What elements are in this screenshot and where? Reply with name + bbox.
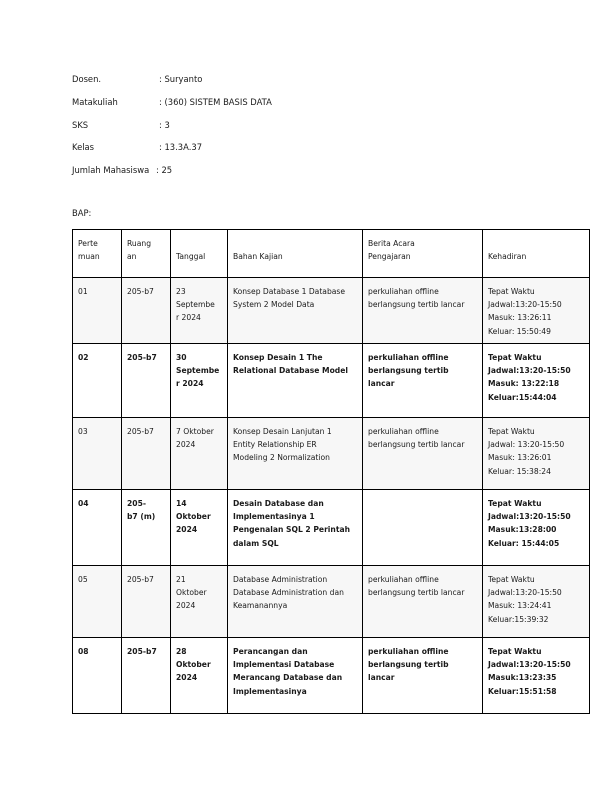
table-row	[73, 638, 590, 714]
sks-label: SKS	[72, 120, 89, 130]
table-row	[73, 418, 590, 490]
cell-berita: perkuliahan offline berlangsung tertib lancar	[363, 638, 483, 714]
cell-tanggal: 7 Oktober 2024	[171, 418, 228, 490]
cell-kehadiran: Tepat Waktu Jadwal:13:20-15:50 Masuk: 13:26:11 Keluar: 15:50:49	[483, 278, 590, 344]
cell-pertemuan: 02	[73, 344, 122, 418]
cell-berita: perkuliahan offline berlangsung tertib lancar	[363, 278, 483, 344]
cell-kehadiran: Tepat Waktu Jadwal:13:20-15:50 Masuk:13:28:00 Keluar: 15:44:05	[483, 490, 590, 566]
table-row	[73, 344, 590, 418]
table-row	[73, 490, 590, 566]
dosen-value: : Suryanto	[159, 74, 203, 84]
header-tanggal: Tanggal	[171, 230, 228, 278]
cell-ruangan: 205- b7 (m)	[122, 490, 171, 566]
cell-kehadiran: Tepat Waktu Jadwal: 13:20-15:50 Masuk: 13:26:01 Keluar: 15:38:24	[483, 418, 590, 490]
cell-bahan: Konsep Database 1 Database System 2 Model Data	[228, 278, 363, 344]
cell-ruangan: 205-b7	[122, 566, 171, 638]
cell-tanggal: 21 Oktober 2024	[171, 566, 228, 638]
cell-pertemuan: 08	[73, 638, 122, 714]
bap-table	[72, 229, 590, 714]
cell-tanggal: 14 Oktober 2024	[171, 490, 228, 566]
header-bahan: Bahan Kajian	[228, 230, 363, 278]
matakuliah-label: Matakuliah	[72, 97, 118, 107]
cell-pertemuan: 01	[73, 278, 122, 344]
table-row	[73, 278, 590, 344]
cell-bahan: Konsep Desain 1 The Relational Database Model	[228, 344, 363, 418]
cell-bahan: Konsep Desain Lanjutan 1 Entity Relationship ER Modeling 2 Normalization	[228, 418, 363, 490]
cell-bahan: Perancangan dan Implementasi Database Merancang Database dan Implementasinya	[228, 638, 363, 714]
sks-value: : 3	[159, 120, 170, 130]
cell-berita: perkuliahan offline berlangsung tertib lancar	[363, 566, 483, 638]
dosen-label: Dosen.	[72, 74, 102, 84]
table-header-row	[73, 230, 590, 278]
bap-heading: BAP:	[72, 208, 92, 218]
cell-ruangan: 205-b7	[122, 344, 171, 418]
cell-berita: perkuliahan offline berlangsung tertib lancar	[363, 418, 483, 490]
kelas-value: : 13.3A.37	[159, 142, 203, 152]
cell-tanggal: 23 Septembe r 2024	[171, 278, 228, 344]
header-berita: Berita Acara Pengajaran	[363, 230, 483, 278]
cell-tanggal: 30 Septembe r 2024	[171, 344, 228, 418]
cell-berita	[363, 490, 483, 566]
cell-ruangan: 205-b7	[122, 278, 171, 344]
header-ruangan: Ruang an	[122, 230, 171, 278]
cell-ruangan: 205-b7	[122, 638, 171, 714]
cell-kehadiran: Tepat Waktu Jadwal:13:20-15:50 Masuk:13:23:35 Keluar:15:51:58	[483, 638, 590, 714]
cell-pertemuan: 03	[73, 418, 122, 490]
header-pertemuan: Perte muan	[73, 230, 122, 278]
kelas-label: Kelas	[72, 142, 95, 152]
cell-tanggal: 28 Oktober 2024	[171, 638, 228, 714]
cell-bahan: Desain Database dan Implementasinya 1 Pengenalan SQL 2 Perintah dalam SQL	[228, 490, 363, 566]
header-kehadiran: Kehadiran	[483, 230, 590, 278]
jumlah-value: : 25	[156, 165, 173, 175]
cell-kehadiran: Tepat Waktu Jadwal:13:20-15:50 Masuk: 13:22:18 Keluar:15:44:04	[483, 344, 590, 418]
cell-bahan: Database Administration Database Administration dan Keamanannya	[228, 566, 363, 638]
cell-ruangan: 205-b7	[122, 418, 171, 490]
cell-berita: perkuliahan offline berlangsung tertib lancar	[363, 344, 483, 418]
matakuliah-value: : (360) SISTEM BASIS DATA	[159, 97, 272, 107]
jumlah-label: Jumlah Mahasiswa	[72, 165, 150, 175]
cell-kehadiran: Tepat Waktu Jadwal:13:20-15:50 Masuk: 13:24:41 Keluar:15:39:32	[483, 566, 590, 638]
table-row	[73, 566, 590, 638]
cell-pertemuan: 04	[73, 490, 122, 566]
cell-pertemuan: 05	[73, 566, 122, 638]
